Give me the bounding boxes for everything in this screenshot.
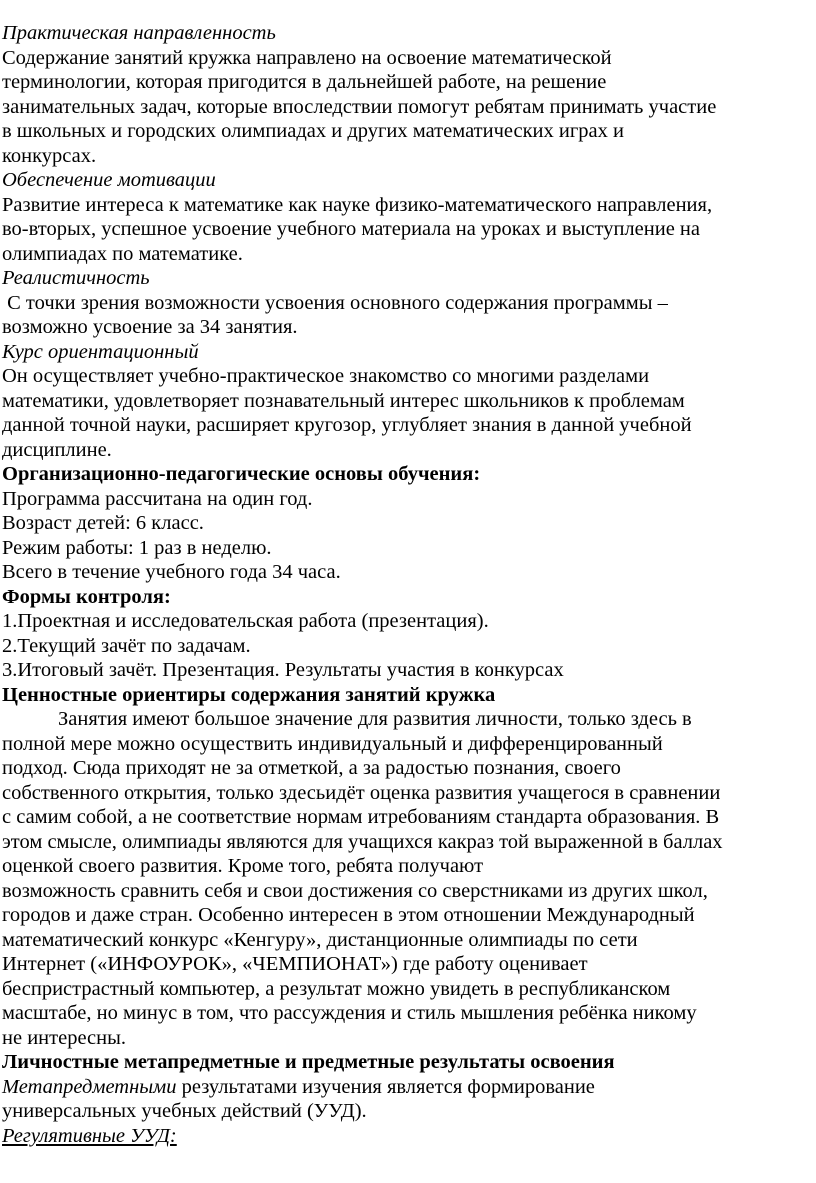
text-line: Программа рассчитана на один год. (2, 487, 313, 510)
regulative-label: Регулятивные УУД: (2, 1124, 177, 1147)
text-line: городов и даже стран. Особенно интересен в этом отношении Международный (2, 904, 695, 926)
text-line: универсальных учебных действий (УУД). (2, 1100, 367, 1122)
text-line: собственного открытия, только здесьидёт оценка развития учащегося в сравнении (2, 781, 721, 804)
text-line: возможность сравнить себя и свои достижения со сверстниками из других школ, (2, 879, 708, 902)
text-line: Режим работы: 1 раз в неделю. (2, 536, 272, 559)
text-line: конкурсах. (2, 144, 97, 167)
text-line (2, 1075, 814, 1100)
text-line: возможно усвоение за 34 занятия. (2, 316, 298, 338)
document-page (2, 21, 814, 1148)
text-line: в школьных и городских олимпиадах и других математических играх и (2, 120, 624, 142)
text-line: с самим собой, а не соответствие нормам итребованиям стандарта образования. В (2, 806, 720, 828)
text-line: масштабе, но минус в том, что рассуждения и стиль мышления ребёнка никому (2, 1002, 697, 1024)
list-item: 2.Текущий зачёт по задачам. (2, 634, 251, 657)
list-item: 3.Итоговый зачёт. Презентация. Результаты участия в конкурсах (2, 659, 564, 681)
text-line: беспристрастный компьютер, а результат можно увидеть в республиканском (2, 977, 671, 1000)
heading-motivation: Обеспечение мотивации (2, 169, 216, 191)
text-line: оценкой своего развития. Кроме того, ребята получают (2, 855, 484, 877)
text-line: Интернет («ИНФОУРОК», «ЧЕМПИОНАТ») где работу оценивает (2, 953, 588, 975)
text-line: математический конкурс «Кенгуру», дистанционные олимпиады по сети (2, 928, 638, 951)
heading-organization: Организационно-педагогические основы обучения: (2, 463, 481, 485)
text-line: этом смысле, олимпиады являются для учащихся какраз той выраженной в баллах (2, 830, 723, 853)
text-line: подход. Сюда приходят не за отметкой, а за радостью познания, своего (2, 757, 621, 779)
meta-rest: результатами изучения является формирование (176, 1075, 595, 1098)
text-line: во-вторых, успешное усвоение учебного материала на уроках и выступление на (2, 218, 700, 240)
text-line: дисциплине. (2, 438, 112, 461)
text-line: С точки зрения возможности усвоения основного содержания программы – (2, 291, 668, 314)
list-item: 1.Проектная и исследовательская работа (презентация). (2, 610, 489, 632)
text-line: не интересны. (2, 1026, 127, 1049)
text-line: олимпиадах по математике. (2, 242, 243, 265)
text-line: Содержание занятий кружка направлено на освоение математической (2, 46, 612, 69)
text-line: терминологии, которая пригодится в дальнейшей работе, на решение (2, 71, 607, 93)
text-line: полной мере можно осуществить индивидуальный и дифференцированный (2, 732, 663, 755)
text-line: Он осуществляет учебно-практическое знакомство со многими разделами (2, 365, 650, 387)
text-line: Всего в течение учебного года 34 часа. (2, 561, 341, 583)
text-line: математики, удовлетворяет познавательный интерес школьников к проблемам (2, 389, 685, 412)
text-line: данной точной науки, расширяет кругозор, углубляет знания в данной учебной (2, 414, 692, 436)
heading-values: Ценностные ориентиры содержания занятий кружка (2, 683, 496, 706)
heading-results: Личностные метапредметные и предметные результаты освоения (2, 1051, 615, 1073)
text-line: занимательных задач, которые впоследствии помогут ребятам принимать участие (2, 95, 717, 118)
meta-term: Метапредметными (2, 1075, 177, 1098)
heading-course: Курс ориентационный (2, 340, 199, 363)
heading-practical: Практическая направленность (2, 22, 276, 44)
text-line: Развитие интереса к математике как науке физико-математического направления, (2, 193, 713, 216)
heading-realism: Реалистичность (2, 267, 150, 289)
text-line: Возраст детей: 6 класс. (2, 512, 204, 534)
heading-control: Формы контроля: (2, 585, 171, 608)
text-line: Занятия имеют большое значение для развития личности, только здесь в (58, 708, 692, 730)
subheading-regulative (2, 1124, 814, 1149)
